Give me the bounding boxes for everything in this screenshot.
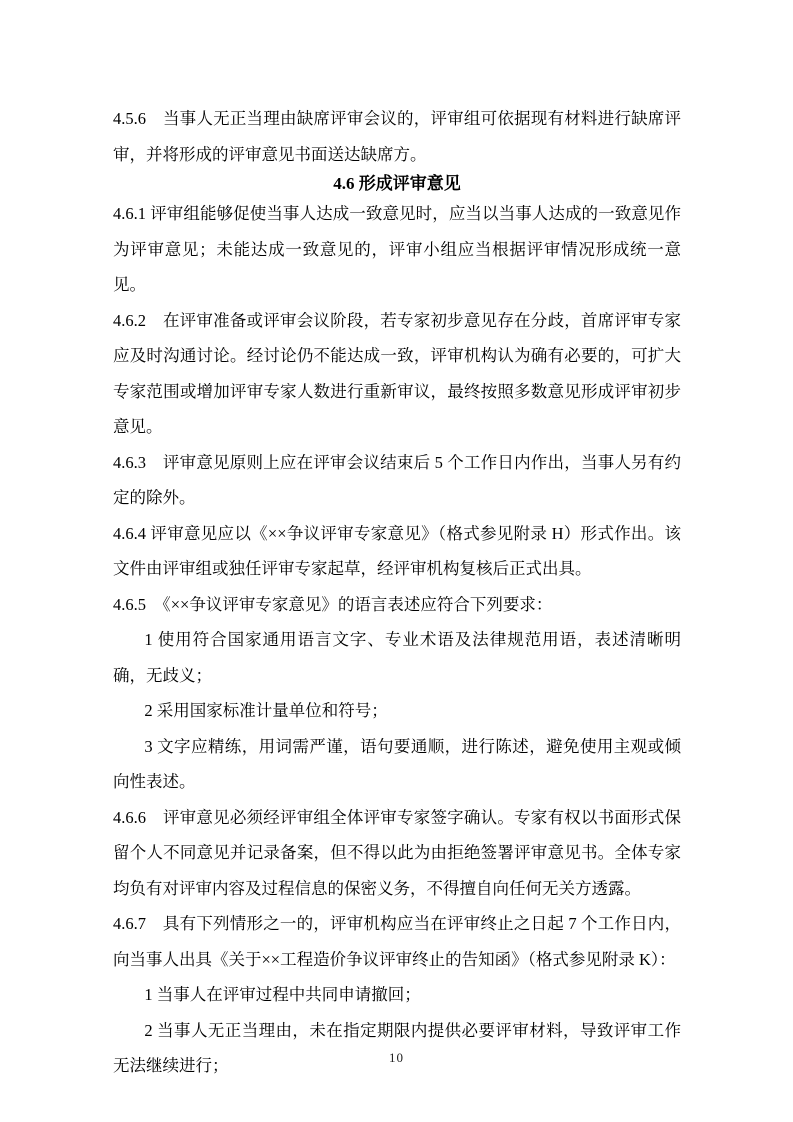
document-body: [113, 101, 681, 1084]
clause-4-6-5-item-3: 3 文字应精练，用词需严谨，语句要通顺，进行陈述，避免使用主观或倾向性表述。: [113, 736, 681, 791]
clause-4-6-6: 4.6.6 评审意见必须经评审组全体评审专家签字确认。专家有权以书面形式保留个人不同意见并记录备案，但不得以此为由拒绝签署评审意见书。全体专家均负有对评审内容及过程信息的保密义务，不得擅自向任何无关方透露。: [113, 807, 681, 898]
page-footer: [0, 1049, 793, 1067]
clause-4-6-7-item-1: 1 当事人在评审过程中共同申请撤回；: [144, 985, 421, 1004]
clause-4-6-7: 4.6.7 具有下列情形之一的，评审机构应当在评审终止之日起 7 个工作日内，向当事人出具《关于××工程造价争议评审终止的告知函》（格式参见附录 K）：: [113, 914, 681, 969]
clause-4-6-1: 4.6.1 评审组能够促使当事人达成一致意见时，应当以当事人达成的一致意见作为评审意见；未能达成一致意见的，评审小组应当根据评审情况形成统一意见。: [113, 204, 681, 294]
clause-4-5-6: 4.5.6 当事人无正当理由缺席评审会议的，评审组可依据现有材料进行缺席评审，并将形成的评审意见书面送达缺席方。: [113, 109, 681, 164]
clause-4-6-5: 4.6.5 《××争议评审专家意见》的语言表述应符合下列要求：: [113, 594, 553, 614]
clause-4-6-4: 4.6.4 评审意见应以《××争议评审专家意见》（格式参见附录 H）形式作出。该文件由评审组或独任评审专家起草，经评审机构复核后正式出具。: [113, 523, 681, 578]
section-heading-4-6: 4.6 形成评审意见: [333, 174, 461, 193]
clause-4-6-2: 4.6.2 在评审准备或评审会议阶段，若专家初步意见存在分歧，首席评审专家应及时沟通讨论。经讨论仍不能达成一致，评审机构认为确有必要的，可扩大专家范围或增加评审专家人数进行重新审议，最终按照多数意见形成评审初步意见。: [113, 310, 681, 436]
clause-4-6-7-item-2: 2 当事人无正当理由，未在指定期限内提供必要评审材料，导致评审工作无法继续进行；: [113, 1020, 681, 1075]
clause-4-6-5-item-2: 2 采用国家标准计量单位和符号；: [144, 701, 388, 720]
page-number: 10: [389, 1050, 404, 1065]
clause-4-6-5-item-1: 1 使用符合国家通用语言文字、专业术语及法律规范用语，表述清晰明确，无歧义；: [113, 630, 681, 685]
clause-4-6-3: 4.6.3 评审意见原则上应在评审会议结束后 5 个工作日内作出，当事人另有约定的除外。: [113, 452, 681, 507]
